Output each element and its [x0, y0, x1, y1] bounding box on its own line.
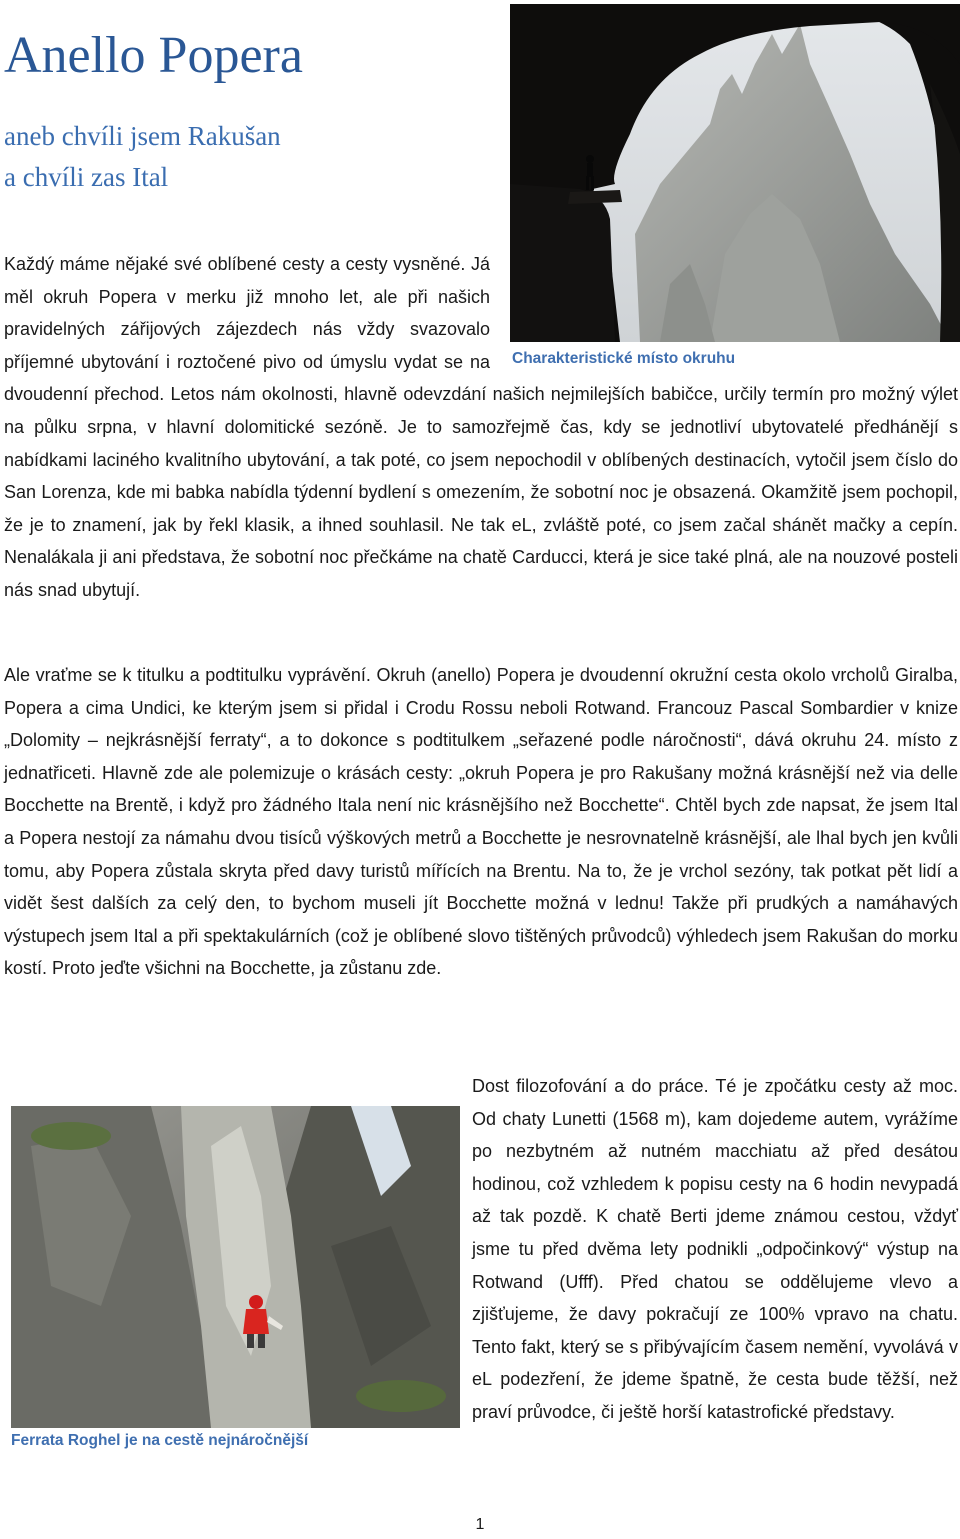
paragraph-3: [4, 1070, 958, 1474]
subtitle-line-1: aneb chvíli jsem Rakušan: [4, 121, 281, 151]
gully-photo-caption: Ferrata Roghel je na cestě nejnáročnější: [11, 1432, 309, 1449]
paragraph-1-float-spacer: [490, 248, 958, 378]
page-number: 1: [475, 1516, 485, 1533]
paragraph-3-text: Dost filozofování a do práce. Té je zpočátku cesty až moc. Od chaty Lunetti (1568 m), kam dojedeme autem, vyrážíme po nezbytném až nutném macchiatu až před desátou hodinou, což vzhledem k popisu cesty na 6 hodin nevypadá až tak pozdě. K chatě Berti jdeme známou cestou, vždyť jsme tu před dvěma lety podnikli „odpočinkový“ výstup na Rotwand (Ufff). Před chatou se oddělujeme vlevo a zjišťujeme, že davy pokračují ze 100% vpravo na chatu. Tento fakt, který se s přibývajícím časem nemění, vyvolává v eL podezření, že jdeme špatně, že cesta bude těžší, než praví průvodce, či ještě horší katastrofické představy.: [472, 1076, 958, 1422]
cave-photo-caption: Charakteristické místo okruhu: [512, 350, 736, 367]
article-subtitle: [4, 116, 281, 198]
paragraph-1-text: Každý máme nějaké své oblíbené cesty a cesty vysněné. Já měl okruh Popera v merku již mnoho let, ale při našich pravidelných zářijových zájezdech nás vždy svazovalo příjemné ubytování i roztočené pivo od úmyslu vydat se na dvoudenní přechod. Letos nám okolnosti, hlavně odevzdání našich nejmilejších babičce, určily termín pro možný výlet na půlku srpna, v hlavní dolomitické sezóně. Je to samozřejmě čas, kdy se jednotliví ubytovatelé předhánějí s nabídkami laciného kvalitního ubytování, a tak poté, co jsem nepochodil v oblíbených destinacích, vytočil jsem číslo do San Lorenza, kde mi babka nabídla týdenní bydlení s omezením, že sobotní noc je obsazená. Okamžitě jsem pochopil, že je to znamení, jak by řekl klasik, a ihned souhlasil. Ne tak eL, zvláště poté, co jsem začal shánět mačky a cepín. Nenalákala ji ani představa, že sobotní noc přečkáme na chatě Carducci, která je sice také plná, ale na nouzové posteli nás snad ubytují.: [4, 254, 958, 600]
article-title: Anello Popera: [4, 27, 303, 84]
paragraph-1: [4, 248, 958, 607]
paragraph-3-float-spacer: [4, 1104, 472, 1474]
paragraph-2: Ale vraťme se k titulku a podtitulku vyprávění. Okruh (anello) Popera je dvoudenní okružní cesta okolo vrcholů Giralba, Popera a cima Undici, ke kterým jsem si přidal i Crodu Rossu neboli Rotwand. Francouz Pascal Sombardier v knize „Dolomity – nejkrásnější ferraty“, a to dokonce s podtitulkem „seřazené podle náročnosti“, dává okruhu 24. místo z jednatřiceti. Hlavně zde ale polemizuje o krásách cesty: „okruh Popera je pro Rakušany možná krásnější než via delle Bocchette na Brentě, i když pro žádného Itala není nic krásnějšího než Bocchette“. Chtěl bych zde napsat, že jsem Ital a Popera nestojí za námahu dvou tisíců výškových metrů a Bocchette je nesrovnatelně krásnější, ale lhal bych jen kvůli tomu, aby Popera zůstala skryta před davy turistů mířících na Brentu. Na to, že je vrchol sezóny, tak potkat pět lidí a vidět šest dalších za celý den, to bychom museli jít Bocchette možná v lednu! Takže při prudkých a namáhavých výstupech jsem Ital a při spektakulárních (což je oblíbené slovo tištěných průvodců) výhledech jsem Rakušan do morku kostí. Proto jeďte všichni na Bocchette, ja zůstanu zde.: [4, 665, 958, 979]
subtitle-line-2: a chvíli zas Ital: [4, 162, 169, 192]
